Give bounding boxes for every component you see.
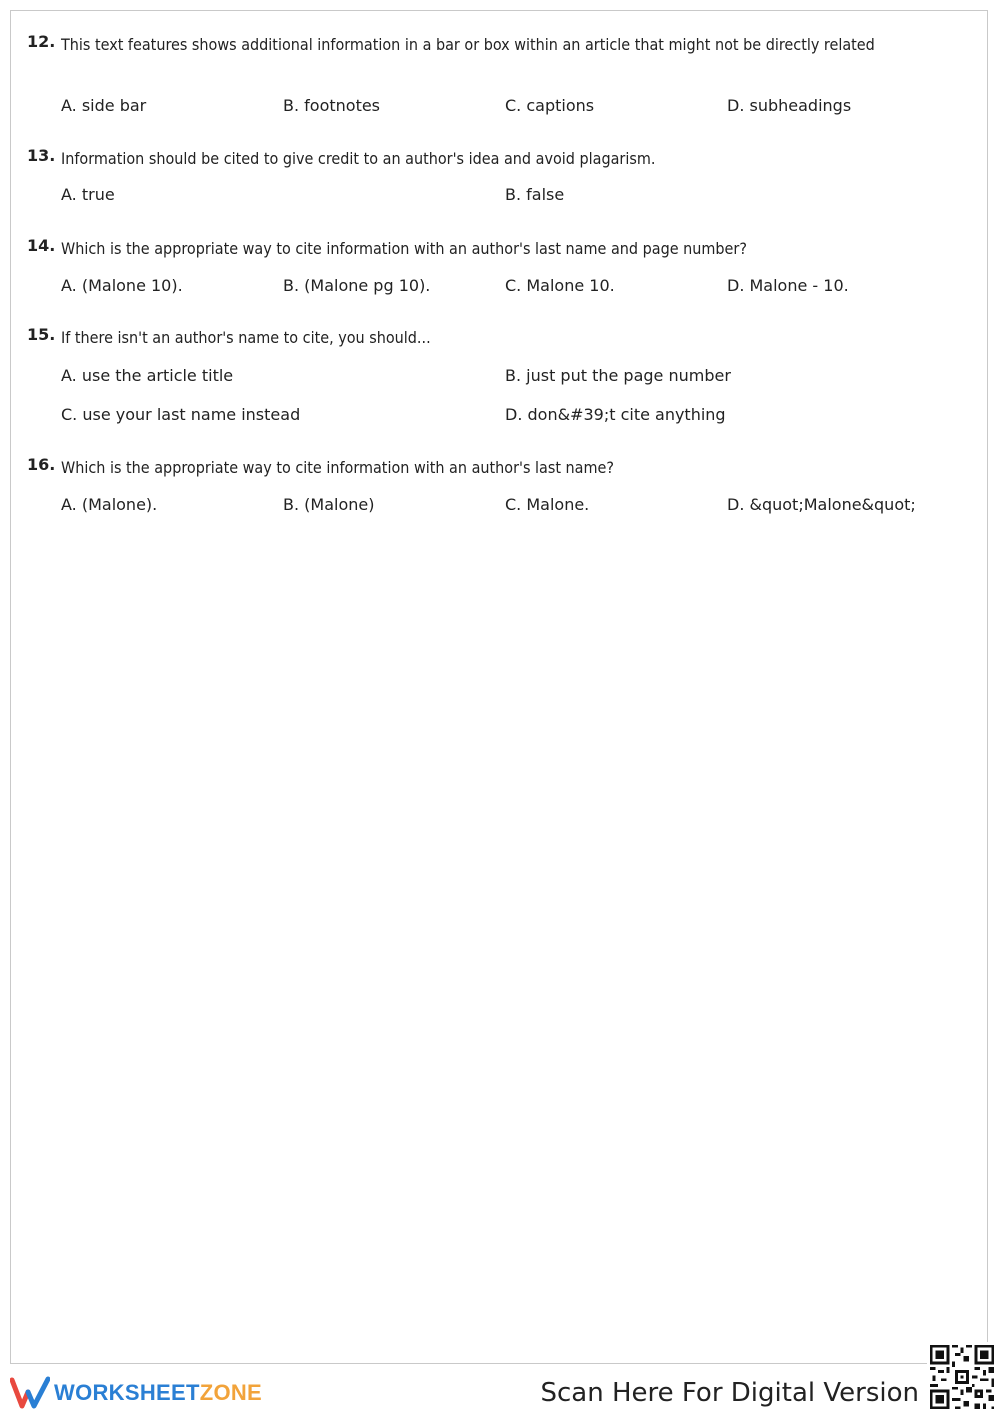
- question-text: Information should be cited to give credit to an author's idea and avoid plagarism.: [61, 149, 656, 168]
- option-b[interactable]: B. false: [505, 185, 565, 204]
- option-c[interactable]: C. Malone.: [505, 495, 590, 514]
- option-c[interactable]: C. captions: [505, 96, 595, 115]
- question-text: If there isn't an author's name to cite, you should...: [61, 328, 431, 347]
- question-number: 12.: [27, 32, 56, 51]
- logo-w-icon: [10, 1376, 50, 1410]
- option-a[interactable]: A. side bar: [61, 96, 147, 115]
- option-a[interactable]: A. true: [61, 185, 115, 204]
- logo-text-zone: ZONE: [199, 1380, 263, 1405]
- option-d[interactable]: D. don&#39;t cite anything: [505, 405, 726, 424]
- question-text: Which is the appropriate way to cite information with an author's last name?: [61, 458, 615, 477]
- worksheet-page: [10, 10, 988, 1364]
- option-b[interactable]: B. just put the page number: [505, 366, 731, 385]
- option-d[interactable]: D. Malone - 10.: [727, 276, 849, 295]
- logo-text-worksheet: WORKSHEET: [54, 1380, 200, 1405]
- question-text: This text features shows additional information in a bar or box within an article that might not be directly related: [61, 35, 875, 54]
- option-b[interactable]: B. footnotes: [283, 96, 381, 115]
- question-text: Which is the appropriate way to cite information with an author's last name and page number?: [61, 239, 747, 258]
- option-a[interactable]: A. (Malone).: [61, 495, 158, 514]
- question-number: 14.: [27, 236, 56, 255]
- option-a[interactable]: A. (Malone 10).: [61, 276, 183, 295]
- question-number: 16.: [27, 455, 56, 474]
- question-number: 13.: [27, 146, 56, 165]
- option-d[interactable]: D. &quot;Malone&quot;: [727, 495, 916, 514]
- option-d[interactable]: D. subheadings: [727, 96, 852, 115]
- qr-code-icon[interactable]: [927, 1342, 997, 1412]
- option-c[interactable]: C. Malone 10.: [505, 276, 615, 295]
- logo-wordmark: [54, 1380, 262, 1406]
- option-b[interactable]: B. (Malone pg 10).: [283, 276, 431, 295]
- option-b[interactable]: B. (Malone): [283, 495, 375, 514]
- worksheetzone-logo[interactable]: [10, 1376, 262, 1410]
- scan-here-label: Scan Here For Digital Version: [540, 1378, 919, 1408]
- question-number: 15.: [27, 325, 56, 344]
- option-a[interactable]: A. use the article title: [61, 366, 234, 385]
- option-c[interactable]: C. use your last name instead: [61, 405, 301, 424]
